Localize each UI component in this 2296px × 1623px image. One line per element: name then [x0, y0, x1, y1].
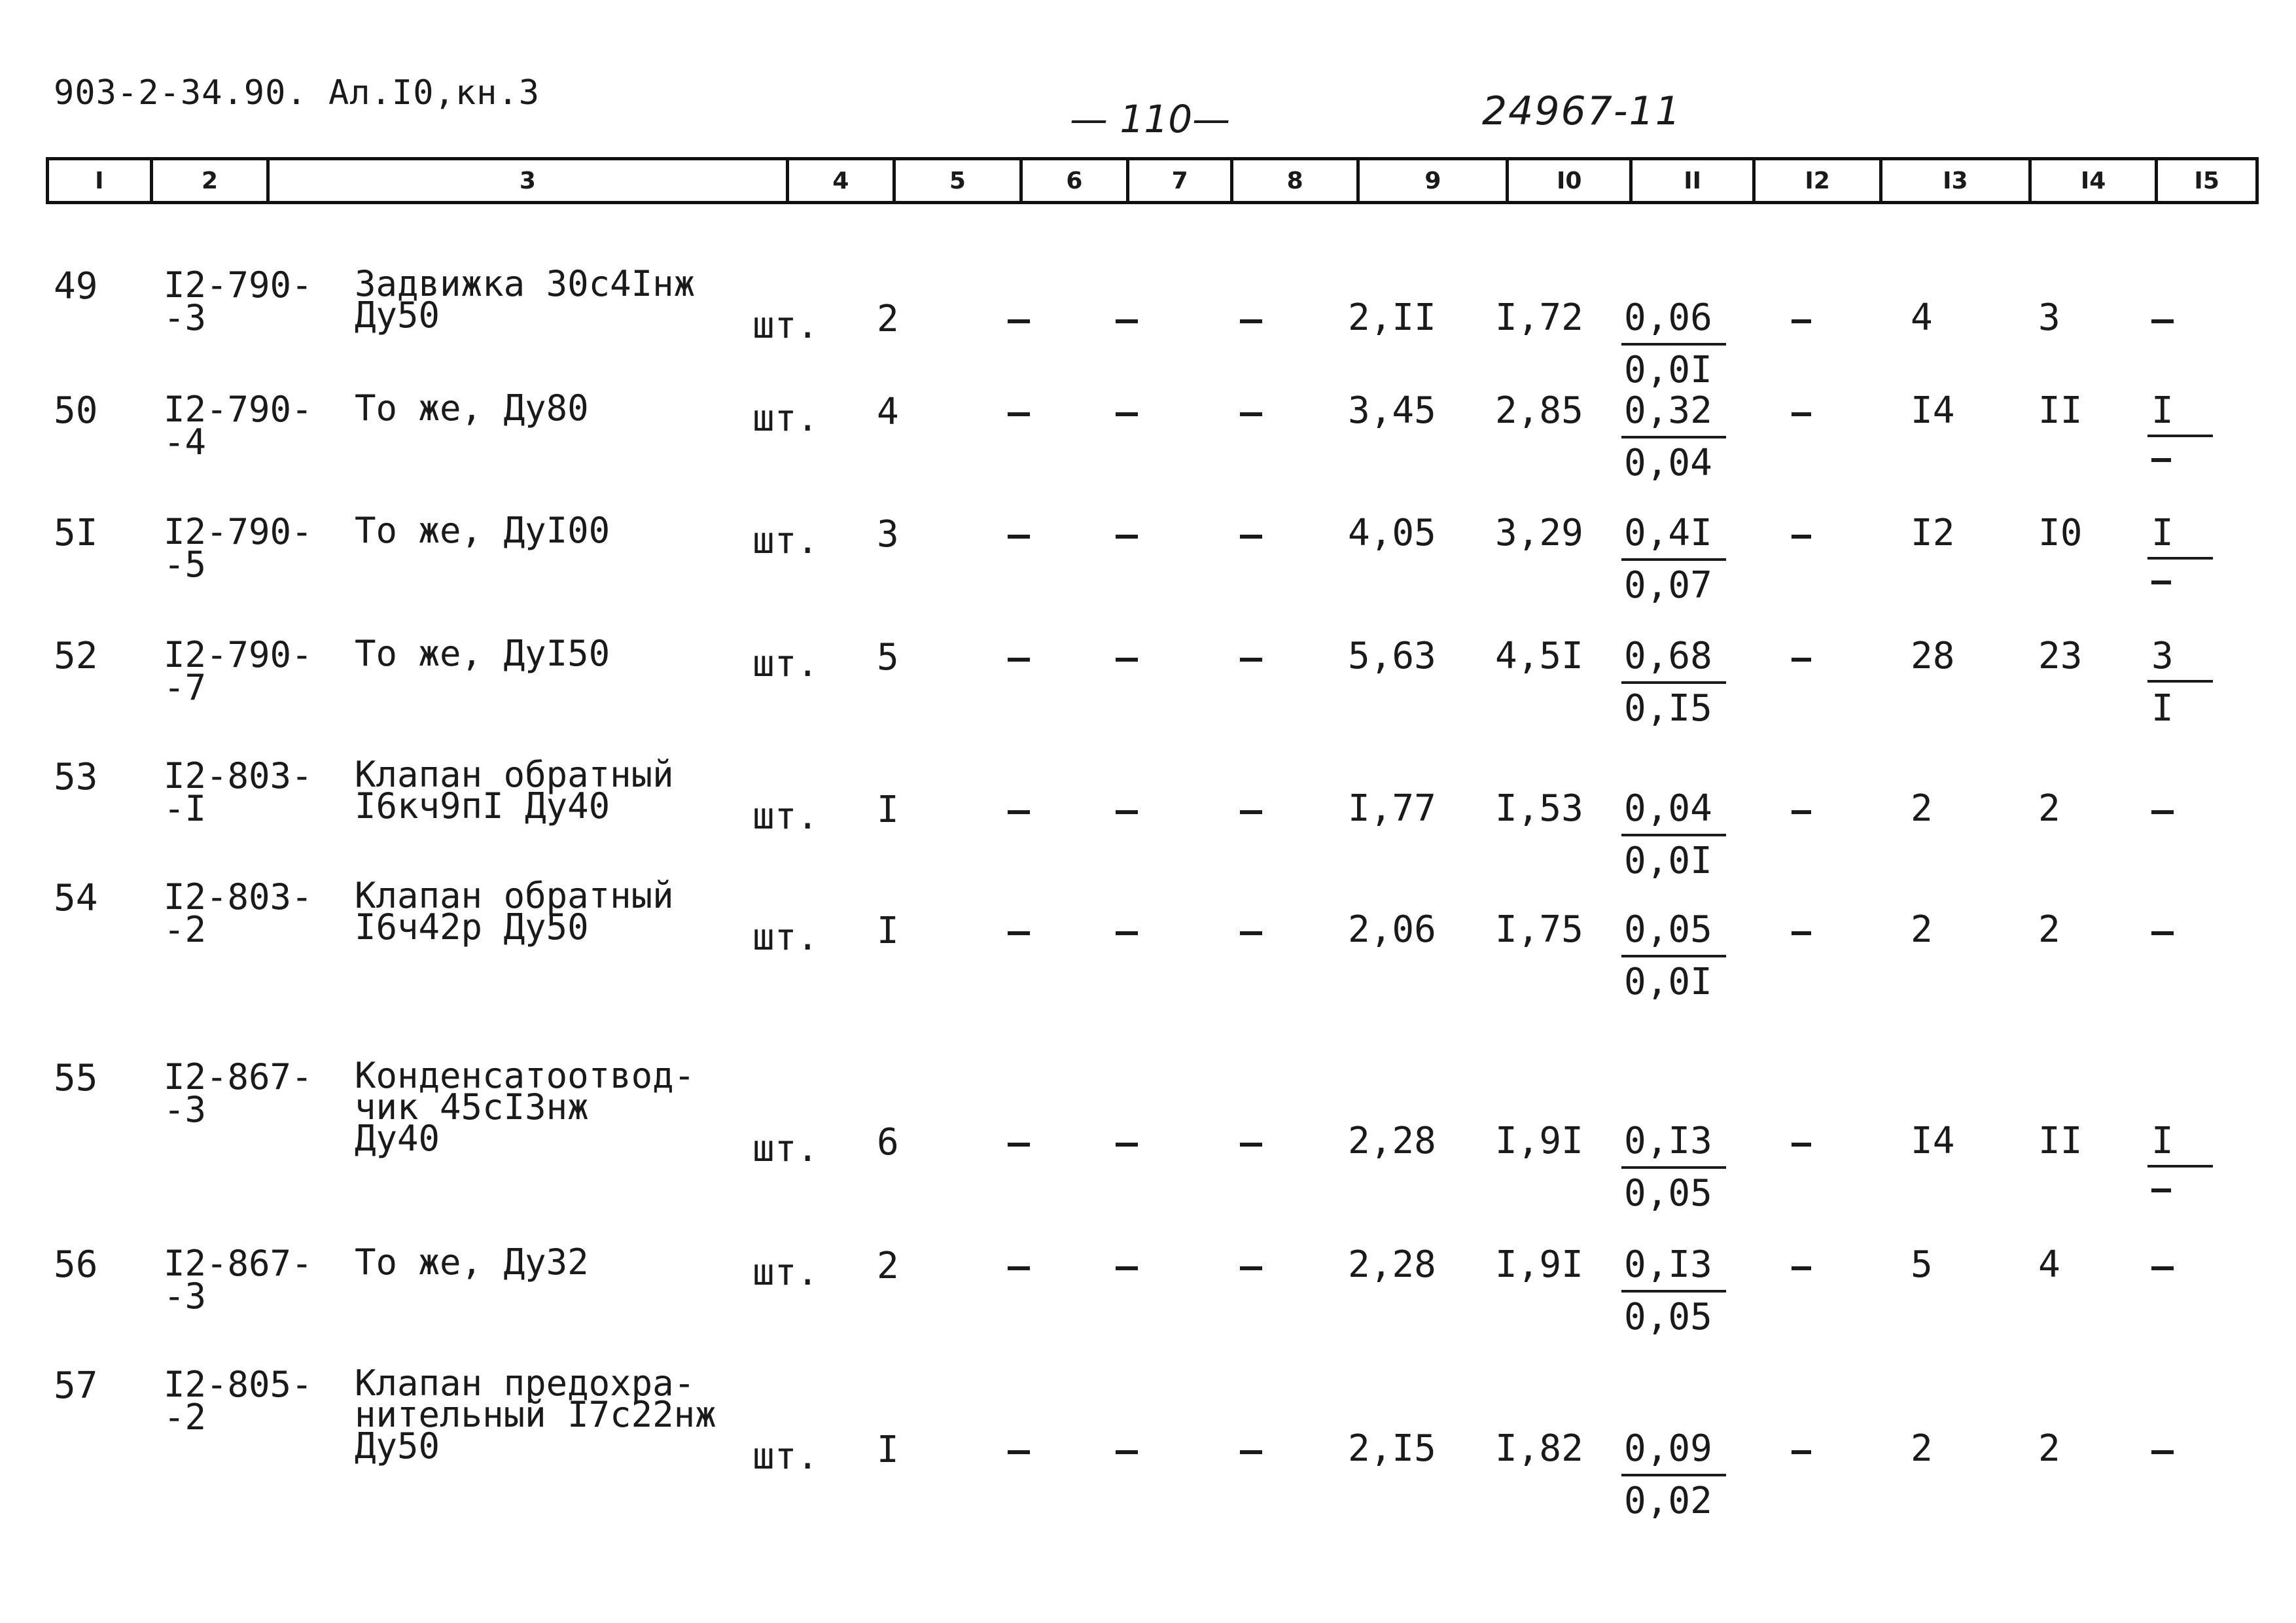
empty-dash [1792, 412, 1811, 416]
col-9: 2,06 [1348, 908, 1436, 951]
column-header-10: I0 [1509, 160, 1632, 201]
empty-dash [1116, 535, 1138, 539]
col-11-denominator: 0,0I [1624, 840, 1712, 882]
row-number: 50 [54, 389, 98, 432]
empty-dash [1240, 1450, 1262, 1454]
empty-dash [1240, 658, 1262, 662]
empty-dash [1792, 931, 1811, 935]
col-9: I,77 [1348, 787, 1436, 830]
item-code: I2-790- [164, 634, 313, 675]
col-11-numerator: 0,I3 [1624, 1120, 1712, 1162]
column-header-5: 5 [896, 160, 1022, 201]
item-name: I6ч42р Ду50 [355, 906, 589, 948]
col-14: 3 [2038, 296, 2060, 339]
col-9: 2,II [1348, 296, 1436, 339]
empty-dash [1008, 658, 1030, 662]
col-14: I0 [2038, 512, 2083, 554]
header-document-number: 24967-11 [1482, 88, 1682, 134]
empty-dash [2151, 319, 2174, 323]
item-name: Конденсатоотвод- [355, 1055, 696, 1096]
column-header-9: 9 [1360, 160, 1509, 201]
column-header-15: I5 [2194, 167, 2219, 194]
unit: шт. [752, 916, 819, 959]
empty-dash [1116, 319, 1138, 323]
col-10: I,82 [1495, 1427, 1583, 1470]
col-11-numerator: 0,4I [1624, 512, 1712, 554]
column-header-7: 7 [1129, 160, 1233, 201]
unit: шт. [752, 1251, 819, 1294]
fraction-line [1621, 1474, 1726, 1476]
empty-dash [1792, 658, 1811, 662]
item-code: I2-867- [164, 1243, 313, 1284]
row-number: 57 [54, 1364, 98, 1407]
col-10: 4,5I [1495, 635, 1583, 677]
empty-dash [1116, 658, 1138, 662]
column-header-14: I4 [2032, 160, 2158, 201]
col-14: II [2038, 389, 2083, 432]
item-name: То же, Ду80 [355, 387, 589, 429]
col-13: 5 [1911, 1243, 1933, 1286]
item-code-suffix: -7 [164, 667, 207, 708]
column-header-6: 6 [1023, 160, 1130, 201]
quantity: 3 [877, 513, 899, 556]
col-13: 2 [1911, 787, 1933, 830]
item-name: нительный I7с22нж [355, 1394, 716, 1435]
item-name: Клапан предохра- [355, 1363, 696, 1404]
item-name: Ду40 [355, 1118, 440, 1159]
quantity: I [877, 910, 899, 952]
col-15-numerator: I [2151, 512, 2174, 554]
col-15-fraction-line [2147, 680, 2213, 683]
col-10: 2,85 [1495, 389, 1583, 432]
empty-dash [1116, 412, 1138, 416]
empty-dash [1240, 931, 1262, 935]
col-11-denominator: 0,0I [1624, 961, 1712, 1003]
quantity: I [877, 1429, 899, 1471]
empty-dash [1240, 1266, 1262, 1270]
col-11-denominator: 0,05 [1624, 1172, 1712, 1215]
col-11-denominator: 0,0I [1624, 349, 1712, 391]
empty-dash [1240, 810, 1262, 814]
col-9: 2,28 [1348, 1120, 1436, 1162]
item-code: I2-803- [164, 876, 313, 918]
item-name: чик 45сI3нж [355, 1086, 589, 1128]
item-name: То же, ДуI50 [355, 633, 610, 674]
unit: шт. [752, 643, 819, 685]
item-code-suffix: -3 [164, 1089, 207, 1130]
unit: шт. [752, 397, 819, 440]
fraction-line [1621, 436, 1726, 438]
empty-dash [1116, 1143, 1138, 1147]
quantity: 5 [877, 636, 899, 679]
row-number: 5I [54, 512, 98, 554]
fraction-line [1621, 1290, 1726, 1293]
col-11-numerator: 0,05 [1624, 908, 1712, 951]
item-code-suffix: -3 [164, 297, 207, 338]
item-code: I2-803- [164, 755, 313, 796]
quantity: 6 [877, 1121, 899, 1164]
empty-dash [1008, 810, 1030, 814]
item-code-suffix: -2 [164, 1397, 207, 1438]
header-code: 903-2-34.90. Ал.I0,кн.3 [54, 73, 540, 113]
col-11-numerator: 0,68 [1624, 635, 1712, 677]
col-11-denominator: 0,07 [1624, 564, 1712, 607]
item-name: Ду50 [355, 294, 440, 336]
fraction-line [1621, 955, 1726, 957]
col-15-fraction-line [2147, 435, 2213, 437]
fraction-line [1621, 681, 1726, 684]
col-11-denominator: 0,04 [1624, 442, 1712, 484]
item-name: То же, Ду32 [355, 1241, 589, 1283]
col-11-numerator: 0,04 [1624, 787, 1712, 830]
row-number: 52 [54, 635, 98, 677]
col-11-numerator: 0,32 [1624, 389, 1712, 432]
empty-dash [1240, 412, 1262, 416]
col-10: I,72 [1495, 296, 1583, 339]
item-code-suffix: -3 [164, 1275, 207, 1317]
empty-dash [1792, 1143, 1811, 1147]
row-number: 56 [54, 1243, 98, 1286]
column-header-2: 2 [153, 160, 270, 201]
col-14: 23 [2038, 635, 2083, 677]
empty-dash [2151, 810, 2174, 814]
col-13: 4 [1911, 296, 1933, 339]
empty-dash [2151, 580, 2171, 584]
col-10: I,9I [1495, 1243, 1583, 1286]
item-name: То же, ДуI00 [355, 510, 610, 551]
col-14: 2 [2038, 787, 2060, 830]
col-14: 2 [2038, 908, 2060, 951]
col-14: 4 [2038, 1243, 2060, 1286]
item-name: Задвижка 30с4Iнж [355, 263, 696, 304]
empty-dash [1792, 810, 1811, 814]
quantity: 4 [877, 391, 899, 433]
col-11-denominator: 0,I5 [1624, 687, 1712, 730]
col-9: 5,63 [1348, 635, 1436, 677]
fraction-line [1621, 1166, 1726, 1169]
quantity: I [877, 789, 899, 831]
column-header-1: I [49, 160, 153, 201]
col-11-denominator: 0,05 [1624, 1296, 1712, 1338]
col-9: 4,05 [1348, 512, 1436, 554]
col-15-numerator: I [2151, 1120, 2174, 1162]
empty-dash [1240, 1143, 1262, 1147]
col-15-numerator: 3 [2151, 635, 2174, 677]
item-code-suffix: -I [164, 788, 207, 829]
empty-dash [1792, 1266, 1811, 1270]
item-code: I2-790- [164, 511, 313, 552]
fraction-line [1621, 343, 1726, 346]
empty-dash [1116, 931, 1138, 935]
col-15-fraction-line [2147, 1165, 2213, 1168]
col-9: 2,28 [1348, 1243, 1436, 1286]
quantity: 2 [877, 1245, 899, 1287]
col-13: I4 [1911, 389, 1955, 432]
item-code-suffix: -2 [164, 909, 207, 950]
row-number: 49 [54, 265, 98, 308]
unit: шт. [752, 795, 819, 838]
empty-dash [1116, 810, 1138, 814]
col-13: I4 [1911, 1120, 1955, 1162]
column-header-13: I3 [1882, 160, 2032, 201]
empty-dash [1792, 1450, 1811, 1454]
col-10: I,75 [1495, 908, 1583, 951]
empty-dash [1792, 535, 1811, 539]
unit: шт. [752, 520, 819, 562]
col-13: 2 [1911, 908, 1933, 951]
empty-dash [1240, 319, 1262, 323]
row-number: 53 [54, 756, 98, 798]
unit: шт. [752, 304, 819, 347]
column-header-8: 8 [1233, 160, 1360, 201]
column-header-11: II [1633, 160, 1756, 201]
empty-dash [1792, 319, 1811, 323]
row-number: 55 [54, 1057, 98, 1099]
empty-dash [1116, 1266, 1138, 1270]
empty-dash [2151, 931, 2174, 935]
col-13: 28 [1911, 635, 1955, 677]
item-name: I6кч9пI Ду40 [355, 785, 610, 827]
empty-dash [2151, 1450, 2174, 1454]
col-13: 2 [1911, 1427, 1933, 1470]
empty-dash [1008, 412, 1030, 416]
empty-dash [1116, 1450, 1138, 1454]
col-11-denominator: 0,02 [1624, 1480, 1712, 1522]
unit: шт. [752, 1435, 819, 1478]
empty-dash [1008, 319, 1030, 323]
empty-dash [1008, 1450, 1030, 1454]
quantity: 2 [877, 298, 899, 340]
column-header-row [46, 157, 2259, 204]
column-header-12: I2 [1756, 160, 1882, 201]
col-10: I,9I [1495, 1120, 1583, 1162]
item-code: I2-805- [164, 1364, 313, 1405]
empty-dash [2151, 458, 2171, 462]
fraction-line [1621, 558, 1726, 561]
col-9: 3,45 [1348, 389, 1436, 432]
col-14: II [2038, 1120, 2083, 1162]
item-code-suffix: -4 [164, 421, 207, 463]
item-name: Ду50 [355, 1425, 440, 1467]
item-code: I2-790- [164, 264, 313, 306]
header-page-number: — 110— [1070, 97, 1231, 141]
item-code-suffix: -5 [164, 544, 207, 585]
empty-dash [1008, 931, 1030, 935]
empty-dash [2151, 1266, 2174, 1270]
col-11-numerator: 0,I3 [1624, 1243, 1712, 1286]
col-10: 3,29 [1495, 512, 1583, 554]
col-13: I2 [1911, 512, 1955, 554]
empty-dash [1240, 535, 1262, 539]
col-11-numerator: 0,09 [1624, 1427, 1712, 1470]
col-15-numerator: I [2151, 389, 2174, 432]
item-code: I2-867- [164, 1056, 313, 1097]
column-header-3: 3 [270, 160, 788, 201]
column-header-4: 4 [789, 160, 896, 201]
unit: шт. [752, 1128, 819, 1170]
row-number: 54 [54, 877, 98, 919]
col-14: 2 [2038, 1427, 2060, 1470]
item-name: Клапан обратный [355, 754, 674, 795]
col-11-numerator: 0,06 [1624, 296, 1712, 339]
empty-dash [1008, 535, 1030, 539]
empty-dash [1008, 1143, 1030, 1147]
empty-dash [1008, 1266, 1030, 1270]
col-9: 2,I5 [1348, 1427, 1436, 1470]
col-15-fraction-line [2147, 557, 2213, 560]
empty-dash [2151, 1188, 2171, 1192]
item-code: I2-790- [164, 389, 313, 430]
col-10: I,53 [1495, 787, 1583, 830]
fraction-line [1621, 834, 1726, 836]
item-name: Клапан обратный [355, 875, 674, 916]
col-15-denominator: I [2151, 687, 2174, 730]
